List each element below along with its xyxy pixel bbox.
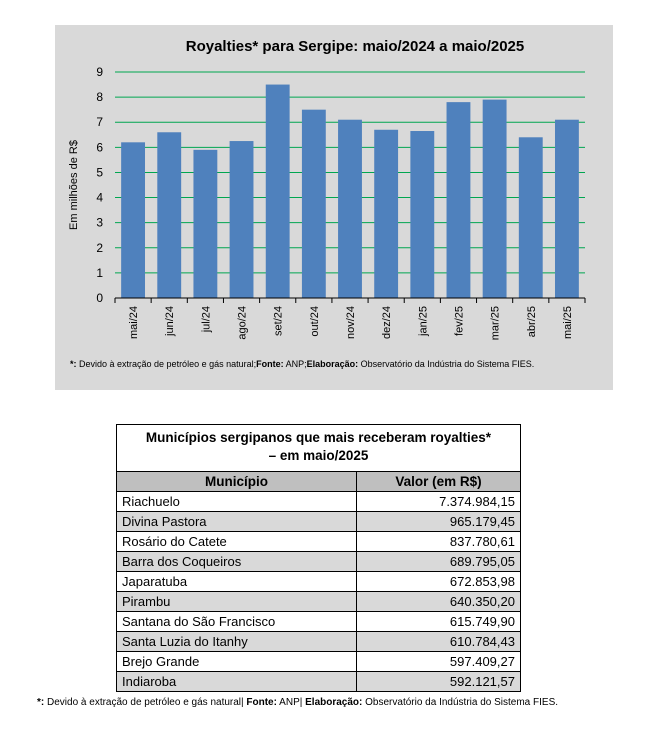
table-row [117, 612, 521, 632]
x-tick-label: mai/25 [561, 306, 574, 340]
cell-municipio: Riachuelo [117, 492, 357, 512]
bar [230, 141, 254, 298]
table-row [117, 532, 521, 552]
footnote-source-label: Fonte: [256, 359, 284, 369]
cell-municipio: Divina Pastora [117, 512, 357, 532]
chart-footnote [70, 359, 534, 369]
table-row [117, 652, 521, 672]
x-tick-label: dez/24 [381, 306, 394, 340]
x-tick-label: fev/25 [453, 306, 466, 336]
x-tick-label: mai/24 [128, 306, 141, 340]
table-row [117, 552, 521, 572]
table-footnote [37, 697, 558, 708]
y-tick-label: 7 [96, 115, 103, 130]
bar [157, 132, 181, 298]
y-axis-label: Em milhões de R$ [68, 140, 80, 230]
table-footnote-text: Devido à extração de petróleo e gás natural| [44, 697, 247, 708]
table-title [117, 425, 521, 472]
footnote-elaboration: Observatório da Indústria do Sistema FIES. [358, 359, 535, 369]
cell-valor: 672.853,98 [357, 572, 521, 592]
bar [519, 137, 543, 298]
bar [483, 100, 507, 298]
x-tick-label: jan/25 [417, 306, 430, 336]
table-footnote-star: *: [37, 697, 45, 708]
bar [121, 142, 145, 298]
table-footnote-source: ANP| [276, 697, 306, 708]
table-title-line1: Municípios sergipanos que mais receberam royalties* [145, 430, 492, 445]
cell-valor: 837.780,61 [357, 532, 521, 552]
table-row [117, 632, 521, 652]
bar [193, 150, 217, 298]
cell-municipio: Barra dos Coqueiros [117, 552, 357, 572]
chart-title: Royalties* para Sergipe: maio/2024 a maio/2025 [185, 38, 525, 55]
cell-valor: 7.374.984,15 [357, 492, 521, 512]
cell-municipio: Pirambu [117, 592, 357, 612]
bar [555, 120, 579, 298]
x-tick-label: nov/24 [345, 306, 357, 340]
y-tick-label: 1 [96, 265, 103, 280]
cell-municipio: Santa Luzia do Itanhy [117, 632, 357, 652]
table-header-row [117, 472, 521, 492]
cell-valor: 640.350,20 [357, 592, 521, 612]
x-tick-label: out/24 [308, 306, 321, 337]
y-tick-label: 8 [96, 90, 103, 105]
table-title-line2: – em maio/2025 [268, 448, 369, 463]
x-tick-label: mar/25 [489, 306, 502, 341]
y-tick-label: 9 [96, 65, 103, 79]
municipalities-table-container [116, 424, 521, 692]
cell-valor: 965.179,45 [357, 512, 521, 532]
y-tick-label: 5 [96, 165, 103, 180]
y-tick-label: 4 [96, 190, 103, 205]
footnote-star: *: [70, 359, 77, 369]
y-tick-label: 3 [96, 215, 103, 230]
table-row [117, 572, 521, 592]
column-header-valor: Valor (em R$) [357, 472, 521, 492]
table-body [117, 492, 521, 692]
x-tick-label: jul/24 [200, 306, 213, 333]
x-tick-label: set/24 [272, 306, 285, 336]
table-footnote-elaboration-label: Elaboração: [305, 697, 363, 708]
table-footnote-elaboration: Observatório da Indústria do Sistema FIES. [362, 697, 559, 708]
cell-municipio: Japaratuba [117, 572, 357, 592]
column-header-municipio: Município [117, 472, 357, 492]
x-tick-label: abr/25 [525, 306, 538, 338]
y-tick-label: 0 [96, 291, 103, 305]
x-tick-label: jun/24 [164, 306, 177, 336]
table-row [117, 492, 521, 512]
bar [266, 85, 290, 298]
cell-municipio: Santana do São Francisco [117, 612, 357, 632]
cell-municipio: Indiaroba [117, 672, 357, 692]
cell-valor: 615.749,90 [357, 612, 521, 632]
chart-panel [55, 25, 613, 390]
cell-valor: 592.121,57 [357, 672, 521, 692]
cell-valor: 597.409,27 [357, 652, 521, 672]
table-row [117, 512, 521, 532]
royalties-bar-chart [55, 25, 613, 390]
bar [447, 102, 471, 298]
bar [374, 130, 398, 298]
cell-valor: 689.795,05 [357, 552, 521, 572]
bar [338, 120, 362, 298]
table-row [117, 592, 521, 612]
y-tick-label: 2 [96, 240, 103, 255]
cell-valor: 610.784,43 [357, 632, 521, 652]
table-row [117, 672, 521, 692]
cell-municipio: Rosário do Catete [117, 532, 357, 552]
bar [410, 131, 434, 298]
bar [302, 110, 326, 298]
municipalities-table [116, 424, 521, 692]
table-footnote-source-label: Fonte: [246, 697, 277, 708]
footnote-elaboration-label: Elaboração: [306, 359, 359, 369]
y-tick-label: 6 [96, 140, 103, 155]
x-tick-label: ago/24 [236, 306, 249, 340]
footnote-text: Devido à extração de petróleo e gás natural; [76, 359, 257, 369]
footnote-source: ANP; [283, 359, 307, 369]
cell-municipio: Brejo Grande [117, 652, 357, 672]
